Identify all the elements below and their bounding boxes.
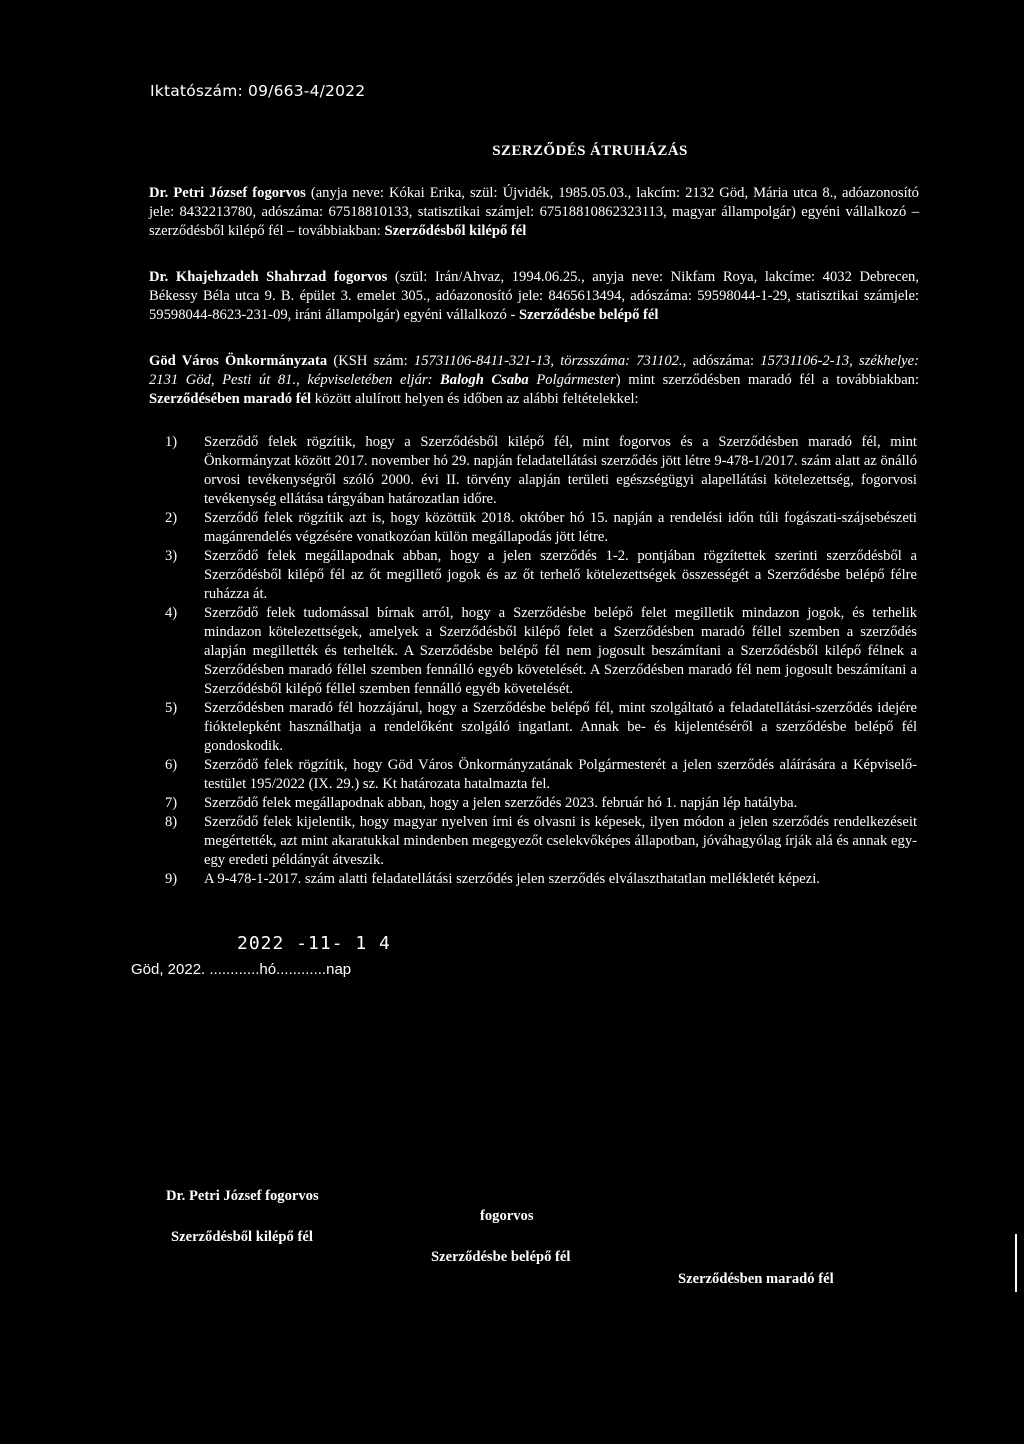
contract-term [165,433,917,509]
term-number: 1) [165,434,178,450]
term-text: Szerződő felek tudomással bírnak arról, hogy a Szerződésbe belépő felet megilletik mindazon jogok, és terhelik mindazon kötelezettségek, amelyek a Szerződésből kilépő felet a Szerződésben maradó féllel szemben a szerződés alapján megillették és terhelték. A Szerződésbe belépő fél nem jogosult beszámítani a Szerződésből kilépő félnek a Szerződésben maradó féllel szemben fennálló egyéb követelését. A Szerződésben maradó fél nem jogosult beszámítani a Szerződésből kilépő féllel szemben fennálló egyéb követelését. [204,605,917,697]
signature-1-role: Szerződésből kilépő fél [171,1229,313,1245]
party-2-name: Dr. Khajehzadeh Shahrzad fogorvos [149,269,388,285]
term-number: 8) [165,814,178,830]
party-3-rep-name: Balogh Csaba [440,372,529,388]
contract-term [165,604,917,699]
party-3-name: Göd Város Önkormányzata [149,353,328,369]
party-2-details: (szül: Irán/Ahvaz, 1994.06.25., anyja neve: Nikfam Roya, lakcíme: 4032 Debrecen, Békessy Béla utca 9. B. épület 3. emelet 305., adóazonosító jele: 8465613494, adószáma: 59598044-1-29, statisztikai számjele: 59598044-8623-231-09, iráni állampolgár) egyéni vállalkozó - [149,269,919,323]
party-3-rep-intro: képviseletében eljár: [307,372,441,388]
party-3-paragraph [149,352,919,409]
contract-term [165,756,917,794]
party-1-role: Szerződésből kilépő fél [384,223,527,239]
term-text: Szerződő felek rögzítik azt is, hogy közöttük 2018. október hó 15. napján a rendelési időn túli fogászati-szájsebészeti magánrendelés végzésére vonatkozóan külön megállapodás jött létre. [204,510,917,545]
term-text: Szerződő felek megállapodnak abban, hogy a jelen szerződés 2023. február hó 1. napján lép hatályba. [204,795,798,811]
party-2-role: Szerződésbe belépő fél [519,307,659,323]
registration-number: Iktatószám: 09/663-4/2022 [150,82,366,100]
party-3-tax: 15731106-2-13, székhelye: 2131 Göd, Pesti út 81. [149,353,919,388]
term-text: Szerződő felek kijelentik, hogy magyar nyelven írni és olvasni is képesek, ilyen módon a jelen szerződés rendelkezéseit megértették, azt mint akaratukkal mindenben megegyezőt cselekvőképes állapotban, jóváhagyólag írják alá és annak egy-egy eredeti példányát átveszik. [204,814,917,868]
margin-mark [1015,1234,1017,1292]
contract-term [165,699,917,756]
party-3-text-c: , [296,372,308,388]
term-number: 5) [165,700,178,716]
term-text: A 9-478-1-2017. szám alatti feladatellátási szerződés jelen szerződés elválaszthatatlan mellékletét képezi. [204,871,820,887]
term-text: Szerződésben maradó fél hozzájárul, hogy a Szerződésbe belépő fél, mint szolgáltató a feladatellátási-szerződés idejére fióktelepként használhatja a rendelőként szolgáló ingatlant. Annak be- és kijelentéséről a szerződésbe belépő fél gondoskodik. [204,700,917,754]
signature-2-role: Szerződésbe belépő fél [431,1249,571,1265]
term-number: 7) [165,795,178,811]
contract-term [165,870,917,889]
contract-term [165,813,917,870]
term-number: 2) [165,510,178,526]
party-3-text-b: , adószáma: [682,353,761,369]
party-1-paragraph [149,184,919,241]
party-1-details: (anyja neve: Kókai Erika, szül: Újvidék, 1985.05.03., lakcím: 2132 Göd, Mária utca 8., adóazonosító jele: 8432213780, adószáma: 67518810133, statisztikai számjel: 67518810862323113, magyar állampolgár) egyéni vállalkozó – szerződésből kilépő fél – továbbiakban: [149,185,919,239]
party-1-name: Dr. Petri József fogorvos [149,185,306,201]
signature-2-name: fogorvos [480,1208,534,1224]
date-stamp: 2022 -11- 1 4 [237,933,391,954]
contract-terms-list [165,433,917,889]
term-text: Szerződő felek rögzítik, hogy Göd Város Önkormányzatának Polgármesterét a jelen szerződés aláírására a Képviselő-testület 195/2022 (IX. 29.) sz. Kt határozata hatalmazta fel. [204,757,917,792]
party-2-paragraph [149,268,919,325]
document-title: SZERZŐDÉS ÁTRUHÁZÁS [492,143,688,159]
term-number: 9) [165,871,178,887]
term-text: Szerződő felek megállapodnak abban, hogy a jelen szerződés 1-2. pontjában rögzítettek szerinti szerződésből a Szerződésből kilépő fél az őt megillető jogok és az őt terhelő kötelezettségek összességét a Szerződésbe belépő félre ruházza át. [204,548,917,602]
party-3-ksh: 15731106-8411-321-13, törzsszáma: 731102. [413,353,683,369]
party-3-rep-title: Polgármester [528,372,616,388]
party-3-text-a: (KSH szám: [327,353,414,369]
party-3-text-d: ) mint szerződésben maradó fél a továbbiakban: [615,372,920,388]
party-3-text-e: között alulírott helyen és időben az alábbi feltételekkel: [311,391,639,407]
party-3-role: Szerződésében maradó fél [149,391,312,407]
signature-3-role: Szerződésben maradó fél [678,1271,834,1287]
signature-1-name: Dr. Petri József fogorvos [166,1188,319,1204]
contract-term [165,794,917,813]
date-line: Göd, 2022. ............hó............nap [131,961,352,978]
contract-term [165,509,917,547]
term-number: 4) [165,605,178,621]
term-number: 6) [165,757,178,773]
contract-term [165,547,917,604]
term-text: Szerződő felek rögzítik, hogy a Szerződésből kilépő fél, mint fogorvos és a Szerződésben maradó fél, mint Önkormányzat között 2017. november hó 29. napján feladatellátási szerződés jött létre 9-478-1/2017. szám alatt az önálló orvosi tevékenységről szóló 2000. évi II. törvény alapján területi egészségügyi alapellátási kötelezettség, fogorvosi tevékenység ellátása tárgyában határozatlan időre. [204,434,917,507]
term-number: 3) [165,548,178,564]
